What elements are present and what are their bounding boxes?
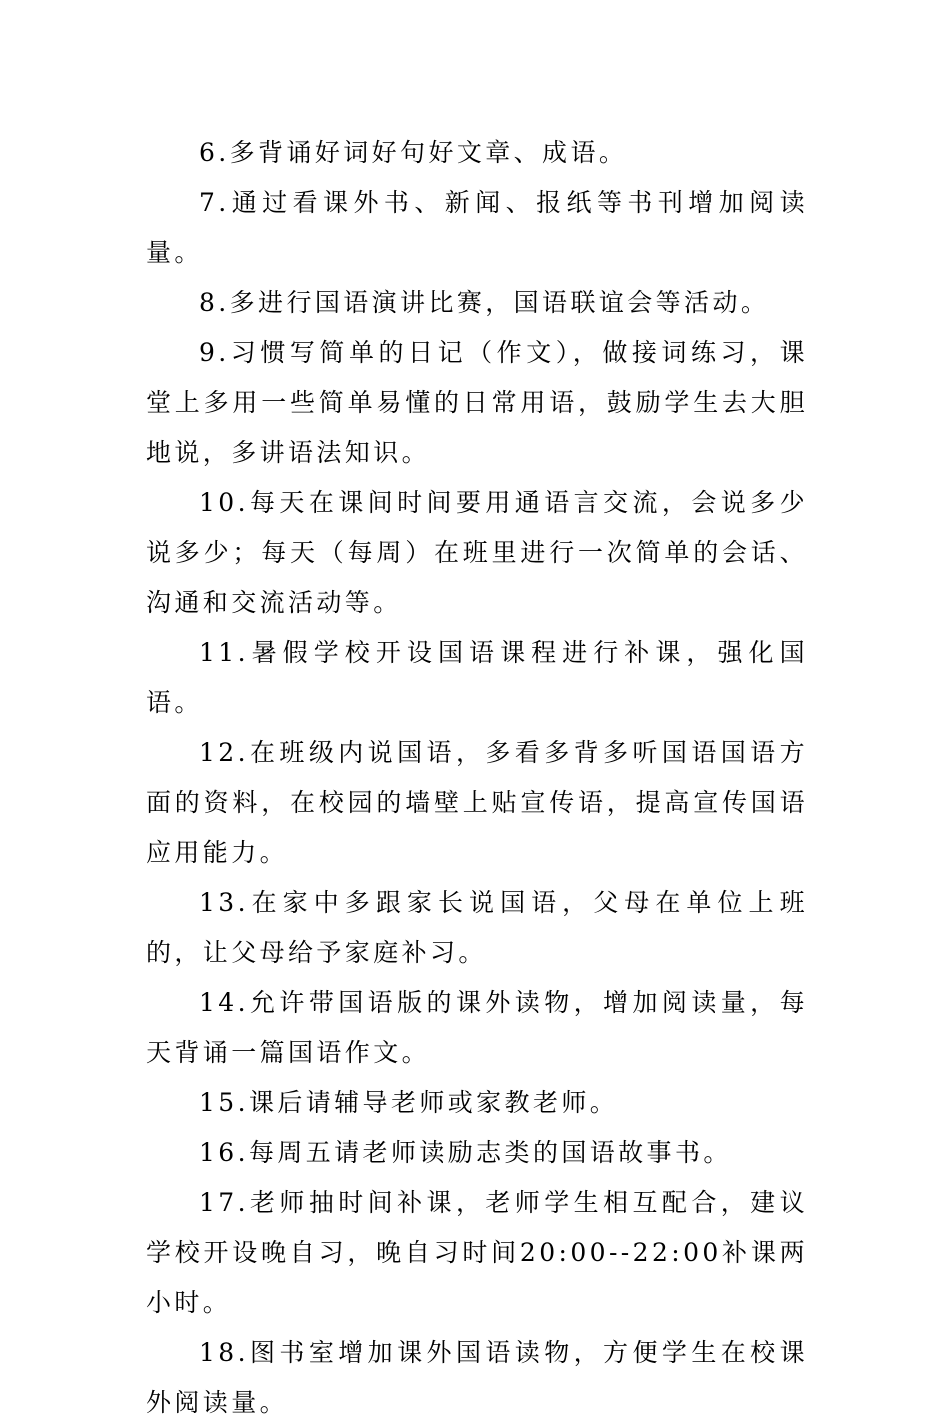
paragraph-11: 11.暑假学校开设国语课程进行补课，强化国语。: [146, 638, 808, 717]
paragraph-17: 17.老师抽时间补课，老师学生相互配合，建议学校开设晚自习，晚自习时间20:00--22:00补课两小时。: [146, 1188, 808, 1317]
paragraph-7: 7.通过看课外书、新闻、报纸等书刊增加阅读量。: [146, 188, 808, 267]
paragraph-13: 13.在家中多跟家长说国语，父母在单位上班的，让父母给予家庭补习。: [146, 888, 808, 967]
paragraph-9: 9.习惯写简单的日记（作文），做接词练习，课堂上多用一些简单易懂的日常用语，鼓励学生去大胆地说，多讲语法知识。: [146, 338, 808, 467]
paragraph-15: 15.课后请辅导老师或家教老师。: [199, 1088, 619, 1117]
paragraph-18: 18.图书室增加课外国语读物，方便学生在校课外阅读量。: [146, 1338, 808, 1417]
paragraph-8: 8.多进行国语演讲比赛，国语联谊会等活动。: [199, 288, 770, 317]
paragraph-16: 16.每周五请老师读励志类的国语故事书。: [199, 1138, 732, 1167]
paragraph-6: 6.多背诵好词好句好文章、成语。: [199, 138, 628, 167]
paragraph-12: 12.在班级内说国语，多看多背多听国语国语方面的资料，在校园的墙壁上贴宣传语，提高宣传国语应用能力。: [146, 738, 808, 867]
document-body: [146, 128, 808, 1428]
paragraph-14: 14.允许带国语版的课外读物，增加阅读量，每天背诵一篇国语作文。: [146, 988, 808, 1067]
paragraph-10: 10.每天在课间时间要用通语言交流，会说多少说多少；每天（每周）在班里进行一次简单的会话、沟通和交流活动等。: [146, 488, 808, 617]
